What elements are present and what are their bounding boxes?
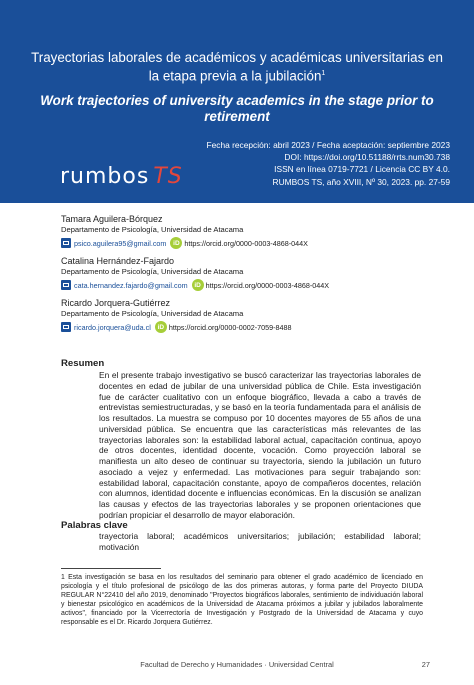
author-email-link[interactable]: ricardo.jorquera@uda.cl — [74, 322, 151, 332]
footnote — [61, 573, 423, 627]
author-email-link[interactable]: psico.aguilera95@gmail.com — [74, 238, 167, 248]
author-orcid-link[interactable]: https://orcid.org/0000-0003-4868-044X — [184, 238, 308, 248]
footnote-mark: 1 — [321, 70, 326, 77]
article-header — [0, 0, 474, 203]
keywords-text: trayectoria laboral; académicos universitarios; jubilación; estabilidad laboral; motivación — [99, 531, 421, 552]
mail-icon — [61, 238, 71, 248]
orcid-icon: iD — [192, 279, 204, 291]
journal-citation: RUMBOS TS, año XVIII, Nº 30, 2023. pp. 27-59 — [272, 176, 450, 187]
author-list — [61, 214, 451, 340]
author-email-link[interactable]: cata.hernandez.fajardo@gmail.com — [74, 280, 188, 290]
author-contact — [61, 321, 451, 333]
orcid-icon: iD — [170, 237, 182, 249]
title-spanish: Trayectorias laborales de académicos y académicas universitarias en la etapa previa a la jubilación$^1$ — [31, 50, 443, 84]
author-entry — [61, 256, 451, 291]
footnote-number: 1 — [61, 574, 65, 581]
author-affiliation: Departamento de Psicología, Universidad de Atacama — [61, 225, 244, 234]
author-orcid-link[interactable]: https://orcid.org/0000-0003-4868-044X — [205, 280, 330, 290]
received-accepted-dates: Fecha recepción: abril 2023 / Fecha aceptación: septiembre 2023 — [206, 140, 450, 150]
author-name: Ricardo Jorquera-Gutiérrez — [61, 298, 171, 308]
publication-info — [207, 139, 451, 188]
orcid-icon: iD — [155, 321, 167, 333]
author-affiliation: Departamento de Psicología, Universidad de Atacama — [61, 309, 244, 318]
footnote-divider — [61, 568, 161, 569]
author-contact — [61, 237, 451, 249]
page-footer: Facultad de Derecho y Humanidades · Universidad Central — [140, 660, 334, 669]
journal-logo: rumbos TS — [60, 164, 183, 189]
mail-icon — [61, 280, 71, 290]
abstract-text: En el presente trabajo investigativo se buscó caracterizar las trayectorias laborales de docentes en edad de jubilar de una universidad pública de Chile. Esta investigación fue de carácter cualitativo con un enfoque biográfico, llevada a cabo a través de entrevistas semiestructuradas, y se basó en la teoría fundamentada para el análisis de los resultados. La muestra se compuso por 10 docentes mayores de 55 años de una universidad pública. Se encuentra que las características más relevantes de las trayectorias laborales son: la estabilidad laboral actual, capacitación continua, apoyo de otros docentes, identidad docente, vocación. Como proyección laboral se manifiesta un alto deseo de continuar su trayectoria, siendo la jubilación un futuro asociado a vejez y enfermedad. Las motivaciones para seguir trabajando son: estabilidad laboral, capacitación constante, apoyo de compañeros docentes, relación con alumnos, identidad docente e influencias económicas. En la discusión se analizan las causas y efectos de las trayectorias laborales y se proponen orientaciones que podrían propiciar el desarrollo de mayor elaboración. — [99, 370, 421, 520]
author-entry — [61, 298, 451, 333]
page-number: 27 — [421, 660, 430, 669]
author-name: Catalina Hernández-Fajardo — [61, 256, 175, 266]
author-contact — [61, 279, 451, 291]
author-name: Tamara Aguilera-Bórquez — [61, 214, 163, 224]
mail-icon — [61, 322, 71, 332]
footnote-text: Esta investigación se basa en los resultados del seminario para obtener el grado académico de licenciado en psicología y el título profesional de psicólogo de las dos primeras autoras, y forma parte del Proyecto DIUDA REGULAR N°22410 del año 2019, denominado "Proyectos biográficos laborales, sentimiento de individuación laboral y bienestar psicológico en académicos de la Universidad de Atacama próximos a jubilar y jubilados laboralmente activos", financiado por la Vicerrectoría de Investigación y Postgrado de la Universidad de Atacama y cuyo responsable es el Dr. Ricardo Jorquera Gutiérrez. — [61, 574, 423, 626]
author-entry — [61, 214, 451, 249]
title-english: Work trajectories of university academics in the stage prior to retirement — [40, 93, 434, 124]
author-affiliation: Departamento de Psicología, Universidad de Atacama — [61, 267, 244, 276]
doi-link[interactable]: DOI: https://doi.org/10.51188/rrts.num30.738 — [284, 152, 450, 163]
abstract-heading: Resumen — [61, 358, 105, 369]
author-orcid-link[interactable]: https://orcid.org/0000-0002-7059-8488 — [168, 322, 292, 332]
issn-license: ISSN en línea 0719-7721 / Licencia CC BY 4.0. — [274, 164, 450, 175]
keywords-heading: Palabras clave — [61, 520, 128, 531]
